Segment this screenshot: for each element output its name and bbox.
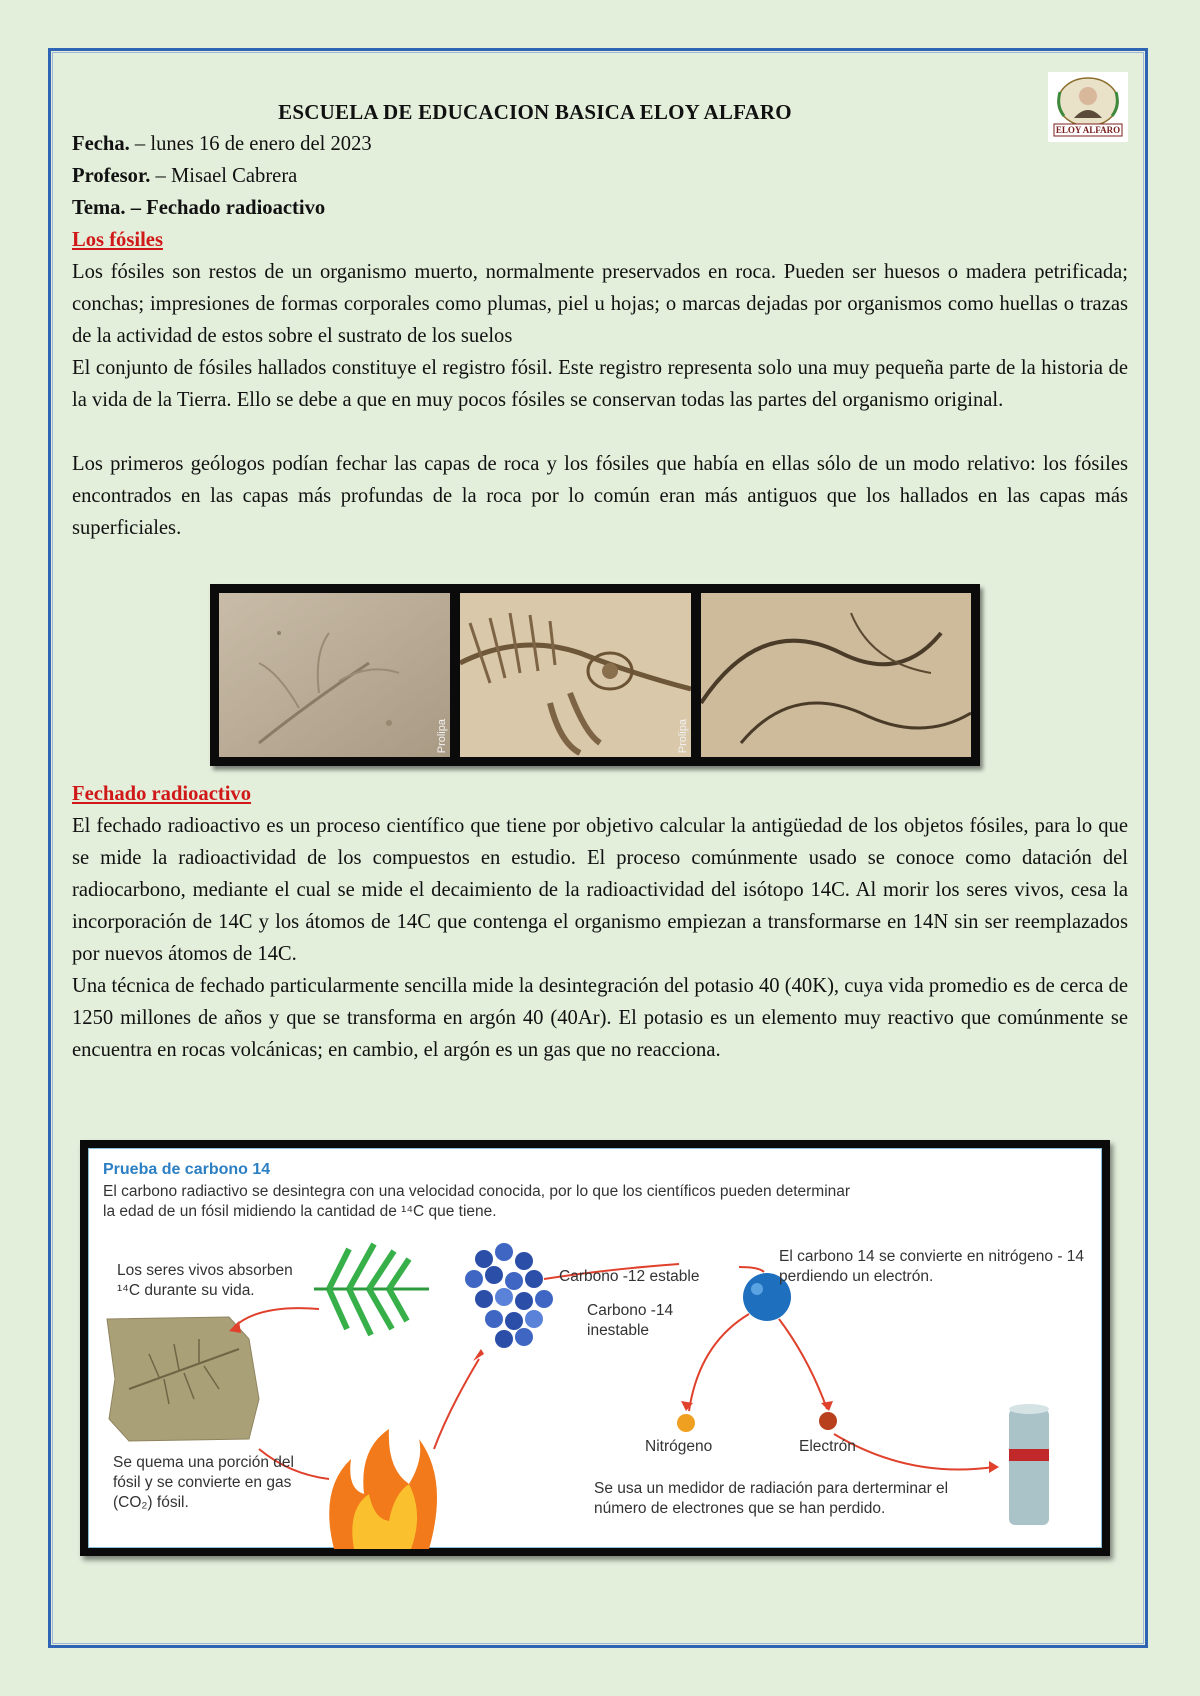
radioactive-dating-paragraph-2: Una técnica de fechado particularmente sencilla mide la desintegración del potasio 40 (40K), cuya vida promedio es de cerca de 1250 millones de años y que se transforma en argón 40 (40Ar). El potasio es un elemento muy reactivo que comúnmente se encuentra en rocas volcánicas; en cambio, el argón es un gas que no reacciona.	[72, 975, 1128, 1061]
burn-fossil-label: Se quema una porción del fósil y se convierte en gas (CO₂) fósil.	[113, 1454, 294, 1511]
teacher-label: Profesor.	[72, 165, 151, 187]
topic-line	[72, 192, 1128, 224]
nitrogen-icon	[677, 1414, 695, 1432]
leaf-icon	[314, 1244, 429, 1335]
school-title: ESCUELA DE EDUCACION BASICA ELOY ALFARO	[278, 100, 792, 124]
unstable-carbon-label: Carbono -14 inestable	[587, 1302, 674, 1339]
carbon-atoms-icon	[465, 1243, 553, 1348]
fossils-paragraph-3: Los primeros geólogos podían fechar las capas de roca y los fósiles que había en ellas sólo de un modo relativo: los fósiles encontrados en las capas más profundas de la roca por lo común eran más antiguos que los hallados en las capas más superficiales.	[72, 453, 1128, 539]
date-line	[72, 128, 1128, 160]
topic-label: Tema. – Fechado radioactivo	[72, 197, 326, 219]
date-label: Fecha.	[72, 133, 130, 155]
radioactive-dating-heading: Fechado radioactivo	[72, 783, 252, 805]
radioactive-dating-paragraph-1: El fechado radioactivo es un proceso científico que tiene por objetivo calcular la antigüedad de los objetos fósiles, para lo que se mide la radioactividad de los compuestos en estudio. El proceso comúnmente usado se conoce como datación del radiocarbono, mediante el cual se mide el decaimiento de la radioactividad del isótopo 14C. Al morir los seres vivos, cesa la incorporación de 14C y los átomos de 14C que contenga el organismo empiezan a transformarse en 14N sin ser reemplazados por nuevos átomos de 14C.	[72, 815, 1128, 965]
diagram-title: Prueba de carbono 14	[103, 1161, 271, 1178]
document-body	[72, 96, 1128, 1066]
photo-credit: Prolipa	[677, 718, 689, 753]
conversion-label: El carbono 14 se convierte en nitrógeno - 14 perdiendo un electrón.	[779, 1248, 1085, 1285]
radiation-meter-label: Se usa un medidor de radiación para derterminar el número de electrones que se han perdido.	[594, 1480, 949, 1517]
fossil-photos	[210, 584, 980, 766]
radiation-meter-icon	[1009, 1404, 1049, 1525]
carbon-14-diagram	[80, 1140, 1110, 1556]
nitrogen-label: Nitrógeno	[645, 1438, 713, 1455]
fossils-heading: Los fósiles	[72, 229, 163, 251]
diagram-intro: El carbono radiactivo se desintegra con una velocidad conocida, por lo que los científicos pueden determinar la edad de un fósil midiendo la cantidad de ¹⁴C que tiene.	[103, 1183, 851, 1220]
teacher-line	[72, 160, 1128, 192]
fire-icon	[329, 1429, 437, 1549]
teacher-value: – Misael Cabrera	[150, 165, 298, 187]
carbon-14-diagram-panel	[88, 1148, 1102, 1548]
stable-carbon-label: Carbono -12 estable	[559, 1268, 700, 1285]
photo-credit: Prolipa	[436, 718, 448, 753]
living-absorb-label: Los seres vivos absorben ¹⁴C durante su vida.	[117, 1262, 293, 1299]
electron-label: Electrón	[799, 1438, 856, 1455]
fossil-photo-leaf	[219, 593, 450, 757]
fossil-photo-ichthyosaur	[460, 593, 691, 757]
fossils-paragraph-1: Los fósiles son restos de un organismo muerto, normalmente preservados en roca. Pueden ser huesos o madera petrificada; conchas; impresiones de formas corporales como plumas, piel u hojas; o marcas dejadas por organismos como huellas o trazas de la actividad de estos sobre el sustrato de los suelos	[72, 261, 1128, 347]
fossils-paragraph-2: El conjunto de fósiles hallados constituye el registro fósil. Este registro representa solo una muy pequeña parte de la historia de la vida de la Tierra. Ello se debe a que en muy pocos fósiles se conservan todas las partes del organismo original.	[72, 357, 1128, 411]
date-value: – lunes 16 de enero del 2023	[129, 133, 372, 155]
logo-text: ELOY ALFARO	[1055, 125, 1121, 135]
fossil-photo-reptile	[701, 593, 971, 757]
electron-icon	[819, 1412, 837, 1430]
